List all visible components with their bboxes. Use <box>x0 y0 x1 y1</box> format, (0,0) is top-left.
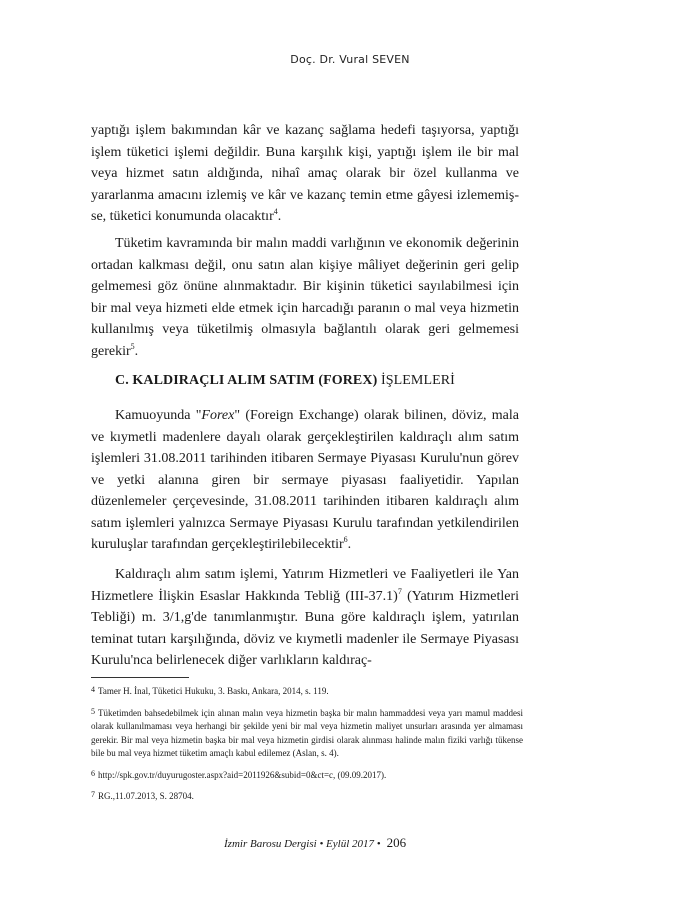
paragraph-4-text-b: (Yatırım Hizmetleri Tebliği) m. 3/1,g'de tanımlanmıştır. Buna göre kaldıraçlı işlem, yatırılan teminat tutarı karşılığında, döviz ve kıymetli madenler ile Sermaye Piyasası Kurulu'nca belirlenecek diğer varlıkların kaldıraç- <box>91 588 520 668</box>
footnote-number: 6 <box>91 768 95 778</box>
section-heading-bold: C. KALDIRAÇLI ALIM SATIM (FOREX) <box>115 373 378 388</box>
paragraph-2 <box>91 233 519 362</box>
footnote-ref-6[interactable]: 6 <box>343 535 348 544</box>
paragraph-4 <box>91 564 519 672</box>
footnote-text: Tüketimden bahsedebilmek için alınan malın veya hizmetin başka bir malın hammaddesi veya yarı mamul maddesi olarak kullanılmaması veya herhangi bir şekilde yeni bir mal veya hizmetin maliyet unsurları arasında yer almaması gerekir. Bir mal veya hizmetin başka bir mal veya hizmetin girdisi olarak alınması halinde malın fiziki varlığı tükense bile bu mal veya hizmet tüketim amaçlı kabul edilemez (Aslan, s. 4). <box>91 707 523 758</box>
section-heading <box>115 373 455 389</box>
page-number: 206 <box>386 835 407 850</box>
forex-italic: Forex <box>201 408 235 423</box>
footnote-5 <box>91 705 523 761</box>
footnote-text: Tamer H. İnal, Tüketici Hukuku, 3. Baskı, Ankara, 2014, s. 119. <box>98 686 329 696</box>
footnotes <box>91 683 523 810</box>
footnote-link[interactable]: http://spk.gov.tr/duyurugoster.aspx?aid=2011926&subid=0&ct=c, (09.09.2017). <box>98 769 387 780</box>
footnote-4 <box>91 683 523 699</box>
paragraph-3-text-a: Kamuoyunda " <box>115 408 202 423</box>
paragraph-3 <box>91 405 519 556</box>
page-footer <box>224 835 406 851</box>
running-header <box>0 53 700 66</box>
paragraph-1 <box>91 120 519 228</box>
footnote-ref-7[interactable]: 7 <box>397 586 402 596</box>
paragraph-2-text: Tüketim kavramında bir malın maddi varlığının ve ekonomik değerinin ortadan kalkması değil, onu satın alan kişiye mâliyet değerinin geri gelip gelmemesi göz önüne alınmaktadır. Bir kişinin tüketici sayılabilmesi için bir mal veya hizmeti elde etmek için harcadığı paranın o mal veya hizmetin kullanılmış veya tüketilmiş olmasıyla bağlantılı olarak geri gelmemesi gerekir <box>91 236 519 359</box>
footnote-ref-4[interactable]: 4 <box>273 207 278 216</box>
footnote-6 <box>91 767 523 783</box>
footnote-text: RG.,11.07.2013, S. 28704. <box>98 791 194 801</box>
footnote-7 <box>91 788 523 804</box>
author-name: Doç. Dr. Vural SEVEN <box>290 53 410 66</box>
journal-name: İzmir Barosu Dergisi • Eylül 2017 • <box>224 838 381 850</box>
paragraph-2-end: . <box>134 343 139 359</box>
paragraph-1-end: . <box>277 209 282 224</box>
paragraph-4-text-a: Kaldıraçlı alım satım işlemi, Yatırım Hizmetleri ve Faaliyetleri ile Yan Hizmetlere İlişkin Esaslar Hakkında Tebliğ (III-37.1) <box>91 567 519 604</box>
paragraph-3-end: . <box>347 537 352 552</box>
paragraph-3-text-b: " (Foreign Exchange) olarak bilinen, döviz, mala ve kıymetli madenlere dayalı olarak gerçekleştirilen kaldıraçlı alım satım işlemleri 31.08.2011 tarihinden itibaren Sermaye Piyasası Kurulu'nun görev ve yetki alanına giren bir sermaye piyasası faaliyetidir. Yapılan düzenlemeler çerçevesinde, 31.08.2011 tarihinden itibaren kaldıraçlı alım satım işlemleri yalnızca Sermaye Piyasası Kurulu tarafından yetkilendirilen kuruluşlar tarafından gerçekleştirilebilecektir <box>91 408 519 552</box>
footnote-number: 4 <box>91 685 95 694</box>
footnote-ref-5[interactable]: 5 <box>130 341 135 351</box>
footnote-number: 7 <box>91 790 95 799</box>
footnote-divider <box>91 677 189 678</box>
section-heading-rest: İŞLEMLERİ <box>377 373 455 388</box>
paragraph-1-text: yaptığı işlem bakımından kâr ve kazanç sağlama hedefi taşıyorsa, yaptığı işlem tüketici işlemi değildir. Buna karşılık kişi, yaptığı işlem ile bir mal veya hizmet satın aldığında, nihaî amaç olarak bir özel kullanma ve yararlanma amacını izlemiş ve kâr ve kazanç temin etme gâyesi izlememiş-se, tüketici konumunda olacaktır <box>91 123 519 224</box>
footnote-number: 5 <box>91 706 95 716</box>
